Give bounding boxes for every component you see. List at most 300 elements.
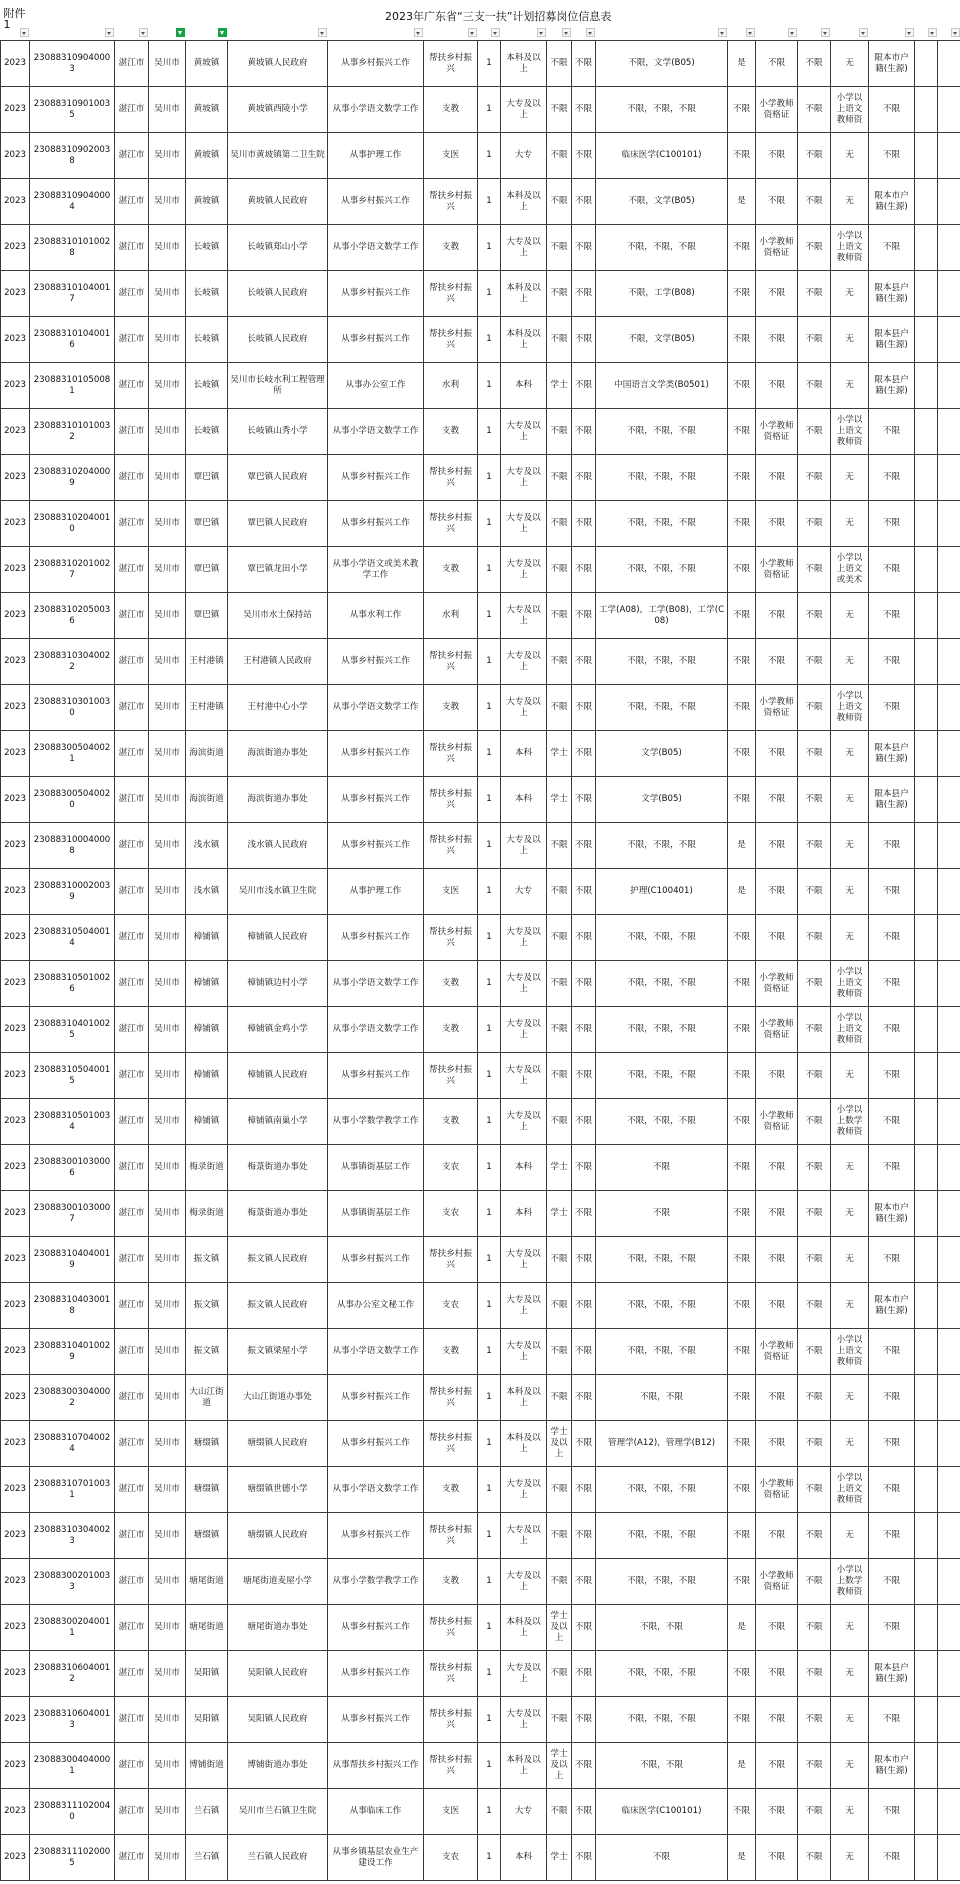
table-cell[interactable]: 不限 (728, 961, 756, 1007)
table-cell[interactable]: 2023 (1, 41, 30, 87)
table-cell[interactable]: 小学以上语文教师资 (831, 1329, 869, 1375)
table-cell[interactable]: 从事乡村振兴工作 (328, 1605, 424, 1651)
table-cell[interactable]: 帮扶乡村振兴 (424, 1651, 478, 1697)
table-cell[interactable]: 230883102010027 (30, 547, 115, 593)
table-cell[interactable]: 不限 (869, 961, 915, 1007)
table-cell[interactable]: 230883005040020 (30, 777, 115, 823)
filter-button[interactable] (788, 28, 797, 37)
table-cell[interactable]: 樟铺镇金鸡小学 (228, 1007, 328, 1053)
table-cell[interactable]: 230883005040021 (30, 731, 115, 777)
empty-cell[interactable] (915, 915, 938, 961)
table-cell[interactable]: 临床医学(C100101) (596, 1789, 728, 1835)
table-cell[interactable]: 吴川市 (149, 133, 186, 179)
table-cell[interactable]: 吴川市 (149, 271, 186, 317)
table-cell[interactable]: 吴川市水土保持站 (228, 593, 328, 639)
table-cell[interactable]: 无 (831, 133, 869, 179)
empty-cell[interactable] (915, 1145, 938, 1191)
table-cell[interactable]: 从事小学语文数学工作 (328, 225, 424, 271)
table-cell[interactable]: 无 (831, 1053, 869, 1099)
table-cell[interactable]: 兰石镇人民政府 (228, 1835, 328, 1881)
table-cell[interactable]: 1 (478, 1053, 501, 1099)
table-cell[interactable]: 1 (478, 179, 501, 225)
table-cell[interactable]: 支农 (424, 1283, 478, 1329)
empty-cell[interactable] (938, 685, 960, 731)
filter-button[interactable] (105, 28, 114, 37)
table-cell[interactable]: 不限，不限，不限 (596, 1559, 728, 1605)
empty-cell[interactable] (915, 133, 938, 179)
table-cell[interactable]: 不限 (869, 1007, 915, 1053)
table-cell[interactable]: 无 (831, 1651, 869, 1697)
table-cell[interactable]: 230883104040019 (30, 1237, 115, 1283)
table-cell[interactable]: 支教 (424, 87, 478, 133)
table-cell[interactable]: 不限 (596, 1835, 728, 1881)
table-cell[interactable]: 从事乡村振兴工作 (328, 777, 424, 823)
table-cell[interactable]: 小学教师资格证 (756, 547, 798, 593)
table-cell[interactable]: 2023 (1, 777, 30, 823)
table-cell[interactable]: 吴阳镇人民政府 (228, 1697, 328, 1743)
empty-cell[interactable] (938, 961, 960, 1007)
table-cell[interactable]: 2023 (1, 1329, 30, 1375)
table-cell[interactable]: 吴川市 (149, 1743, 186, 1789)
table-cell[interactable]: 从事乡村振兴工作 (328, 823, 424, 869)
table-cell[interactable]: 1 (478, 1513, 501, 1559)
table-cell[interactable]: 不限，不限 (596, 1605, 728, 1651)
table-cell[interactable]: 不限 (728, 1099, 756, 1145)
table-cell[interactable]: 不限 (798, 685, 831, 731)
table-cell[interactable]: 不限 (572, 1007, 596, 1053)
table-cell[interactable]: 吴川市 (149, 1697, 186, 1743)
table-cell[interactable]: 从事乡村振兴工作 (328, 639, 424, 685)
table-cell[interactable]: 1 (478, 133, 501, 179)
table-cell[interactable]: 不限 (869, 593, 915, 639)
empty-cell[interactable] (938, 501, 960, 547)
table-cell[interactable]: 湛江市 (115, 1513, 149, 1559)
table-cell[interactable]: 不限 (547, 1513, 572, 1559)
empty-cell[interactable] (938, 1651, 960, 1697)
table-cell[interactable]: 1 (478, 1835, 501, 1881)
table-cell[interactable]: 塘缀镇人民政府 (228, 1421, 328, 1467)
table-cell[interactable]: 长岐镇人民政府 (228, 271, 328, 317)
table-cell[interactable]: 无 (831, 869, 869, 915)
table-cell[interactable]: 小学以上语文教师资 (831, 87, 869, 133)
table-cell[interactable]: 不限 (572, 409, 596, 455)
table-cell[interactable]: 支教 (424, 1007, 478, 1053)
table-cell[interactable]: 大专及以上 (501, 1513, 547, 1559)
filter-button[interactable] (928, 28, 937, 37)
table-cell[interactable]: 不限 (728, 915, 756, 961)
table-cell[interactable]: 大专及以上 (501, 685, 547, 731)
table-cell[interactable]: 吴川市 (149, 961, 186, 1007)
empty-cell[interactable] (915, 1467, 938, 1513)
table-cell[interactable]: 小学教师资格证 (756, 225, 798, 271)
table-cell[interactable]: 无 (831, 915, 869, 961)
table-cell[interactable]: 不限 (869, 1421, 915, 1467)
empty-cell[interactable] (938, 1329, 960, 1375)
table-cell[interactable]: 是 (728, 41, 756, 87)
table-cell[interactable]: 支教 (424, 409, 478, 455)
table-cell[interactable]: 博铺街道办事处 (228, 1743, 328, 1789)
table-cell[interactable]: 樟铺镇 (186, 1007, 228, 1053)
empty-cell[interactable] (915, 1559, 938, 1605)
empty-cell[interactable] (915, 731, 938, 777)
table-cell[interactable]: 1 (478, 317, 501, 363)
table-cell[interactable]: 吴川市 (149, 1283, 186, 1329)
table-cell[interactable]: 不限 (728, 547, 756, 593)
table-cell[interactable]: 湛江市 (115, 179, 149, 225)
table-cell[interactable]: 支医 (424, 869, 478, 915)
empty-cell[interactable] (915, 1099, 938, 1145)
table-cell[interactable]: 不限 (728, 409, 756, 455)
table-cell[interactable]: 不限 (869, 501, 915, 547)
table-cell[interactable]: 不限 (798, 87, 831, 133)
table-cell[interactable]: 不限 (728, 1053, 756, 1099)
table-cell[interactable]: 不限 (728, 363, 756, 409)
table-cell[interactable]: 不限 (572, 455, 596, 501)
table-cell[interactable]: 不限 (572, 1697, 596, 1743)
table-cell[interactable]: 不限 (869, 1237, 915, 1283)
table-cell[interactable]: 不限，不限，不限 (596, 225, 728, 271)
table-cell[interactable]: 不限 (756, 1053, 798, 1099)
table-cell[interactable]: 不限 (547, 1697, 572, 1743)
table-cell[interactable]: 吴阳镇 (186, 1697, 228, 1743)
table-cell[interactable]: 小学教师资格证 (756, 1329, 798, 1375)
table-cell[interactable]: 小学以上语文教师资 (831, 685, 869, 731)
table-cell[interactable]: 本科及以上 (501, 1375, 547, 1421)
table-cell[interactable]: 小学以上语文教师资 (831, 225, 869, 271)
table-cell[interactable]: 无 (831, 501, 869, 547)
table-cell[interactable]: 本科及以上 (501, 179, 547, 225)
table-cell[interactable]: 帮扶乡村振兴 (424, 1375, 478, 1421)
table-cell[interactable]: 小学教师资格证 (756, 961, 798, 1007)
table-cell[interactable]: 吴川市 (149, 1789, 186, 1835)
table-cell[interactable]: 不限，工学(B08) (596, 271, 728, 317)
table-cell[interactable]: 从事乡村振兴工作 (328, 731, 424, 777)
table-cell[interactable]: 不限 (756, 455, 798, 501)
table-cell[interactable]: 1 (478, 731, 501, 777)
table-cell[interactable]: 帮扶乡村振兴 (424, 179, 478, 225)
table-cell[interactable]: 2023 (1, 179, 30, 225)
table-cell[interactable]: 限本县户籍(生源) (869, 777, 915, 823)
table-cell[interactable]: 不限，不限，不限 (596, 1099, 728, 1145)
table-cell[interactable]: 2023 (1, 1467, 30, 1513)
table-cell[interactable]: 从事水利工作 (328, 593, 424, 639)
table-cell[interactable]: 大专及以上 (501, 1329, 547, 1375)
table-cell[interactable]: 不限 (728, 317, 756, 363)
table-cell[interactable]: 长岐镇 (186, 225, 228, 271)
table-cell[interactable]: 不限 (869, 225, 915, 271)
table-cell[interactable]: 2023 (1, 1099, 30, 1145)
table-cell[interactable]: 大专及以上 (501, 1651, 547, 1697)
table-cell[interactable]: 230883106040012 (30, 1651, 115, 1697)
table-cell[interactable]: 限本县户籍(生源) (869, 731, 915, 777)
table-cell[interactable]: 230883102040009 (30, 455, 115, 501)
table-cell[interactable]: 2023 (1, 547, 30, 593)
empty-cell[interactable] (938, 869, 960, 915)
table-cell[interactable]: 湛江市 (115, 1421, 149, 1467)
table-cell[interactable]: 樟铺镇人民政府 (228, 1053, 328, 1099)
empty-cell[interactable] (938, 133, 960, 179)
table-cell[interactable]: 2023 (1, 409, 30, 455)
filter-button[interactable] (905, 28, 914, 37)
table-cell[interactable]: 不限 (547, 1789, 572, 1835)
table-cell[interactable]: 1 (478, 271, 501, 317)
table-cell[interactable]: 黄坡镇 (186, 179, 228, 225)
table-cell[interactable]: 大专及以上 (501, 501, 547, 547)
table-cell[interactable]: 不限 (756, 133, 798, 179)
table-cell[interactable]: 支教 (424, 1099, 478, 1145)
table-cell[interactable]: 本科 (501, 731, 547, 777)
table-cell[interactable]: 大专及以上 (501, 1007, 547, 1053)
table-cell[interactable]: 大专及以上 (501, 455, 547, 501)
table-cell[interactable]: 从事小学语文数学工作 (328, 685, 424, 731)
table-cell[interactable]: 王村港中心小学 (228, 685, 328, 731)
table-cell[interactable]: 从事护理工作 (328, 133, 424, 179)
table-cell[interactable]: 不限，不限，不限 (596, 87, 728, 133)
table-cell[interactable]: 不限 (547, 685, 572, 731)
table-cell[interactable]: 不限 (572, 1743, 596, 1789)
empty-cell[interactable] (938, 225, 960, 271)
table-cell[interactable]: 支教 (424, 685, 478, 731)
table-cell[interactable]: 学士 (547, 363, 572, 409)
table-cell[interactable]: 湛江市 (115, 731, 149, 777)
table-cell[interactable]: 吴川市 (149, 1651, 186, 1697)
table-cell[interactable]: 不限 (756, 271, 798, 317)
filter-button[interactable] (586, 28, 595, 37)
empty-cell[interactable] (938, 41, 960, 87)
table-cell[interactable]: 不限，不限，不限 (596, 1697, 728, 1743)
table-cell[interactable]: 不限 (798, 639, 831, 685)
table-cell[interactable]: 不限 (728, 1559, 756, 1605)
table-cell[interactable]: 湛江市 (115, 1651, 149, 1697)
table-cell[interactable]: 不限 (869, 1467, 915, 1513)
filter-button[interactable] (821, 28, 830, 37)
table-cell[interactable]: 帮扶乡村振兴 (424, 915, 478, 961)
table-cell[interactable]: 吴川市 (149, 869, 186, 915)
table-cell[interactable]: 1 (478, 1329, 501, 1375)
empty-cell[interactable] (915, 225, 938, 271)
table-cell[interactable]: 1 (478, 1099, 501, 1145)
table-cell[interactable]: 湛江市 (115, 1605, 149, 1651)
empty-cell[interactable] (915, 1835, 938, 1881)
table-cell[interactable]: 吴川市 (149, 547, 186, 593)
table-cell[interactable]: 不限 (756, 869, 798, 915)
table-cell[interactable]: 支医 (424, 133, 478, 179)
table-cell[interactable]: 不限，不限，不限 (596, 1513, 728, 1559)
table-cell[interactable]: 不限 (728, 731, 756, 777)
filter-active-button[interactable] (218, 28, 227, 37)
table-cell[interactable]: 湛江市 (115, 1697, 149, 1743)
table-cell[interactable]: 无 (831, 1283, 869, 1329)
table-cell[interactable]: 帮扶乡村振兴 (424, 639, 478, 685)
table-cell[interactable]: 不限 (756, 1743, 798, 1789)
table-cell[interactable]: 不限 (728, 1007, 756, 1053)
table-cell[interactable]: 湛江市 (115, 87, 149, 133)
table-cell[interactable]: 吴阳镇 (186, 1651, 228, 1697)
table-cell[interactable]: 2023 (1, 961, 30, 1007)
table-cell[interactable]: 1 (478, 1467, 501, 1513)
table-cell[interactable]: 是 (728, 1743, 756, 1789)
empty-cell[interactable] (938, 1605, 960, 1651)
table-cell[interactable]: 不限 (869, 409, 915, 455)
table-cell[interactable]: 湛江市 (115, 915, 149, 961)
table-cell[interactable]: 230883101050081 (30, 363, 115, 409)
table-cell[interactable]: 吴川市长岐水利工程管理所 (228, 363, 328, 409)
table-cell[interactable]: 不限 (798, 225, 831, 271)
table-cell[interactable]: 小学以上语文教师资 (831, 1007, 869, 1053)
table-cell[interactable]: 博铺街道 (186, 1743, 228, 1789)
table-cell[interactable]: 吴川市 (149, 179, 186, 225)
table-cell[interactable]: 海滨街道办事处 (228, 777, 328, 823)
empty-cell[interactable] (938, 317, 960, 363)
table-cell[interactable]: 樟铺镇 (186, 1099, 228, 1145)
table-cell[interactable]: 2023 (1, 363, 30, 409)
table-cell[interactable]: 不限 (572, 87, 596, 133)
table-cell[interactable]: 1 (478, 777, 501, 823)
empty-cell[interactable] (915, 1375, 938, 1421)
table-cell[interactable]: 帮扶乡村振兴 (424, 1743, 478, 1789)
table-cell[interactable]: 230883103010030 (30, 685, 115, 731)
table-cell[interactable]: 本科 (501, 363, 547, 409)
table-cell[interactable]: 从事乡村振兴工作 (328, 501, 424, 547)
empty-cell[interactable] (938, 409, 960, 455)
table-cell[interactable]: 振文镇人民政府 (228, 1237, 328, 1283)
empty-cell[interactable] (915, 1743, 938, 1789)
table-cell[interactable]: 不限 (572, 1191, 596, 1237)
table-cell[interactable]: 大山江街道办事处 (228, 1375, 328, 1421)
table-cell[interactable]: 吴川市 (149, 455, 186, 501)
filter-button[interactable] (468, 28, 477, 37)
table-cell[interactable]: 2023 (1, 1789, 30, 1835)
table-cell[interactable]: 吴川市 (149, 1559, 186, 1605)
table-cell[interactable]: 不限 (572, 41, 596, 87)
filter-button[interactable] (139, 28, 148, 37)
table-cell[interactable]: 湛江市 (115, 685, 149, 731)
table-cell[interactable]: 本科及以上 (501, 1421, 547, 1467)
table-cell[interactable]: 塘尾街道 (186, 1605, 228, 1651)
table-cell[interactable]: 湛江市 (115, 777, 149, 823)
table-cell[interactable]: 学士 (547, 731, 572, 777)
empty-cell[interactable] (915, 1789, 938, 1835)
table-cell[interactable]: 小学教师资格证 (756, 87, 798, 133)
empty-cell[interactable] (938, 1513, 960, 1559)
table-cell[interactable]: 不限 (869, 685, 915, 731)
table-cell[interactable]: 2023 (1, 869, 30, 915)
table-cell[interactable]: 湛江市 (115, 1559, 149, 1605)
table-cell[interactable]: 不限 (547, 1329, 572, 1375)
empty-cell[interactable] (915, 639, 938, 685)
table-cell[interactable]: 黄坡镇人民政府 (228, 41, 328, 87)
table-cell[interactable]: 不限 (572, 1835, 596, 1881)
table-cell[interactable]: 王村港镇人民政府 (228, 639, 328, 685)
table-cell[interactable]: 吴川市 (149, 639, 186, 685)
table-cell[interactable]: 不限，不限，不限 (596, 1651, 728, 1697)
table-cell[interactable]: 支农 (424, 1835, 478, 1881)
table-cell[interactable]: 吴川市浅水镇卫生院 (228, 869, 328, 915)
table-cell[interactable]: 湛江市 (115, 501, 149, 547)
table-cell[interactable]: 黄坡镇 (186, 133, 228, 179)
table-cell[interactable]: 不限，不限，不限 (596, 1467, 728, 1513)
table-cell[interactable]: 230883109020038 (30, 133, 115, 179)
table-cell[interactable]: 不限 (756, 1191, 798, 1237)
table-cell[interactable]: 湛江市 (115, 133, 149, 179)
table-cell[interactable]: 限本县户籍(生源) (869, 271, 915, 317)
table-cell[interactable]: 本科及以上 (501, 271, 547, 317)
table-cell[interactable]: 限本市户籍(生源) (869, 1743, 915, 1789)
table-cell[interactable]: 不限 (798, 1835, 831, 1881)
table-cell[interactable]: 无 (831, 363, 869, 409)
table-cell[interactable]: 2023 (1, 915, 30, 961)
table-cell[interactable]: 不限 (572, 1559, 596, 1605)
table-cell[interactable]: 学士 (547, 1191, 572, 1237)
table-cell[interactable]: 不限 (869, 1375, 915, 1421)
table-cell[interactable]: 无 (831, 1605, 869, 1651)
table-cell[interactable]: 支教 (424, 225, 478, 271)
table-cell[interactable]: 不限 (798, 1651, 831, 1697)
table-cell[interactable]: 浅水镇 (186, 823, 228, 869)
table-cell[interactable]: 帮扶乡村振兴 (424, 317, 478, 363)
table-cell[interactable]: 从事小学语文数学工作 (328, 1007, 424, 1053)
table-cell[interactable]: 樟铺镇 (186, 961, 228, 1007)
table-cell[interactable]: 兰石镇 (186, 1835, 228, 1881)
table-cell[interactable]: 不限 (572, 1053, 596, 1099)
table-cell[interactable]: 是 (728, 1605, 756, 1651)
table-cell[interactable]: 不限 (756, 731, 798, 777)
table-cell[interactable]: 不限 (547, 823, 572, 869)
table-cell[interactable]: 230883102050036 (30, 593, 115, 639)
table-cell[interactable]: 本科及以上 (501, 1605, 547, 1651)
table-cell[interactable]: 湛江市 (115, 1099, 149, 1145)
table-cell[interactable]: 1 (478, 1651, 501, 1697)
table-cell[interactable]: 不限，不限，不限 (596, 1053, 728, 1099)
table-cell[interactable]: 2023 (1, 87, 30, 133)
table-cell[interactable]: 湛江市 (115, 1283, 149, 1329)
table-cell[interactable]: 不限 (798, 1145, 831, 1191)
table-cell[interactable]: 2023 (1, 271, 30, 317)
table-cell[interactable]: 不限 (728, 1651, 756, 1697)
table-cell[interactable]: 不限 (869, 1605, 915, 1651)
table-cell[interactable]: 2023 (1, 225, 30, 271)
table-cell[interactable]: 1 (478, 1007, 501, 1053)
empty-cell[interactable] (938, 87, 960, 133)
table-cell[interactable]: 2023 (1, 1375, 30, 1421)
table-cell[interactable]: 吴川市 (149, 1421, 186, 1467)
table-cell[interactable]: 小学以上语文教师资 (831, 961, 869, 1007)
filter-button[interactable] (414, 28, 423, 37)
table-cell[interactable]: 无 (831, 271, 869, 317)
empty-cell[interactable] (938, 179, 960, 225)
empty-cell[interactable] (938, 455, 960, 501)
table-cell[interactable]: 不限 (547, 317, 572, 363)
table-cell[interactable]: 不限 (728, 271, 756, 317)
table-cell[interactable]: 不限 (869, 1145, 915, 1191)
table-cell[interactable]: 长岐镇 (186, 317, 228, 363)
table-cell[interactable]: 不限，不限 (596, 1375, 728, 1421)
table-cell[interactable]: 海滨街道 (186, 777, 228, 823)
table-cell[interactable]: 不限 (798, 731, 831, 777)
table-cell[interactable]: 从事乡村振兴工作 (328, 1421, 424, 1467)
table-cell[interactable]: 不限，不限，不限 (596, 409, 728, 455)
table-cell[interactable]: 不限，不限 (596, 1743, 728, 1789)
table-cell[interactable]: 1 (478, 1559, 501, 1605)
table-cell[interactable]: 无 (831, 1145, 869, 1191)
table-cell[interactable]: 不限 (547, 1651, 572, 1697)
table-cell[interactable]: 不限 (572, 823, 596, 869)
table-cell[interactable]: 不限 (728, 501, 756, 547)
table-cell[interactable]: 不限 (728, 1467, 756, 1513)
table-cell[interactable]: 不限 (798, 1789, 831, 1835)
empty-cell[interactable] (915, 777, 938, 823)
empty-cell[interactable] (938, 731, 960, 777)
